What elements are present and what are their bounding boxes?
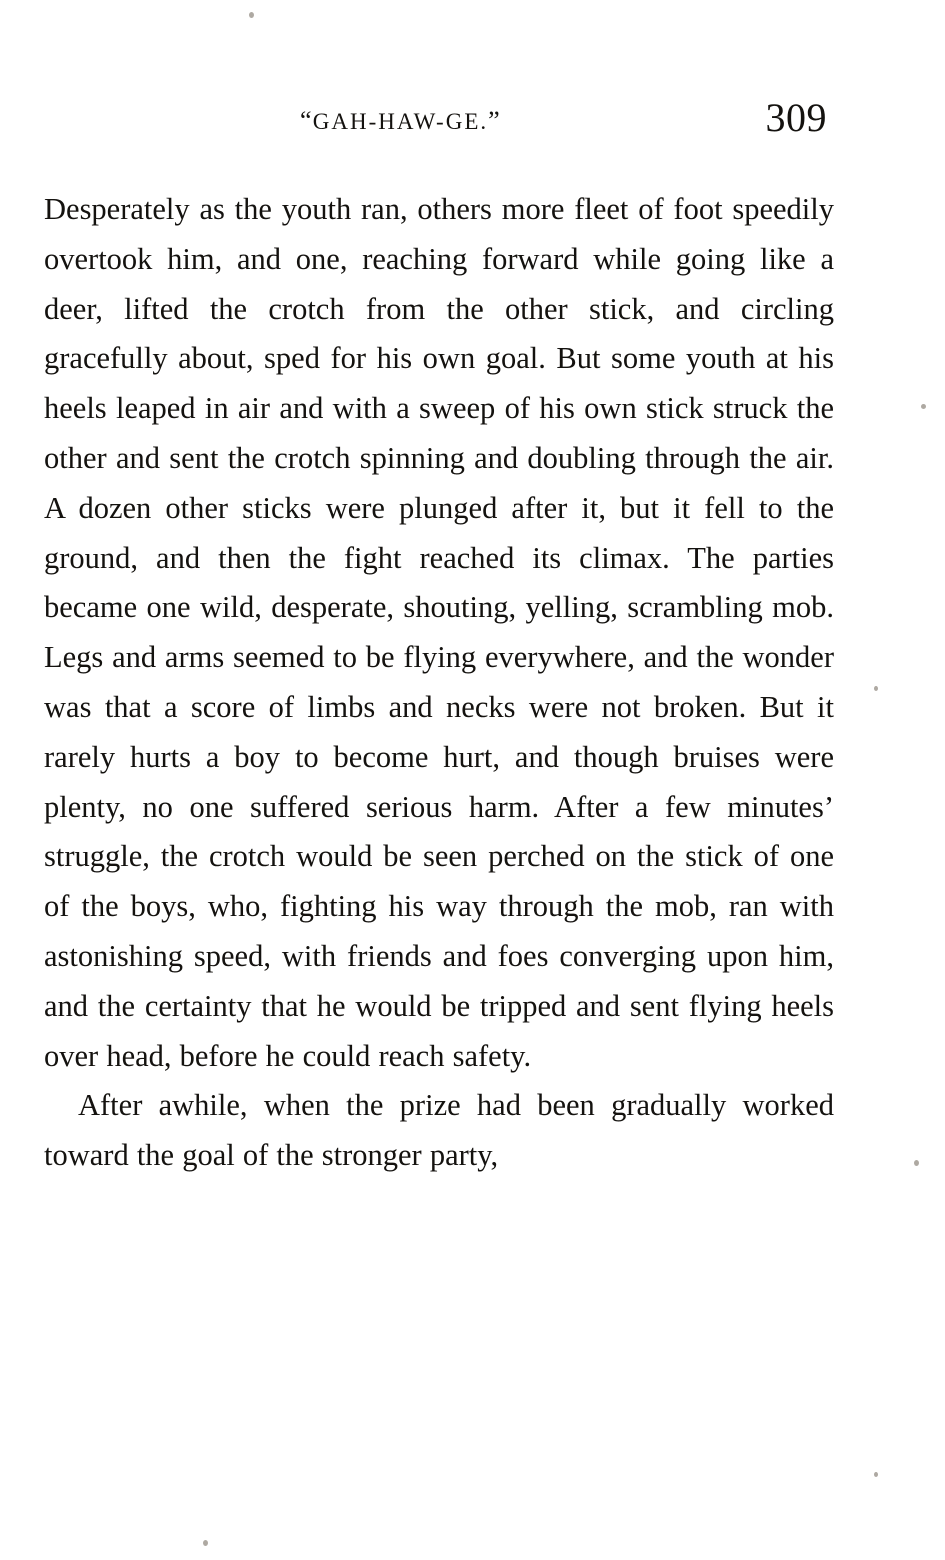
paragraph: After awhile, when the prize had been gradually worked toward the goal of the stronger party,: [44, 1088, 834, 1173]
scan-speck: [914, 1160, 919, 1166]
scan-speck: [249, 12, 254, 18]
scan-speck: [874, 1472, 878, 1477]
scan-speck: [921, 404, 926, 409]
running-head-close-quote: ”: [488, 106, 501, 135]
scan-speck: [874, 686, 878, 691]
running-head: [300, 106, 501, 136]
page-number: 309: [765, 95, 827, 140]
paragraph: Desperately as the youth ran, others more fleet of foot speedily overtook him, and one, reaching forward while going like a deer, lifted the crotch from the other stick, and circling gracefully about, sped for his own goal. But some youth at his heels leaped in air and with a sweep of his own stick struck the other and sent the crotch spinning and doubling through the air. A dozen other sticks were plunged after it, but it fell to the ground, and then the fight reached its climax. The parties became one wild, desperate, shouting, yelling, scrambling mob. Legs and arms seemed to be flying everywhere, and the wonder was that a score of limbs and necks were not broken. But it rarely hurts a boy to become hurt, and though bruises were plenty, no one suffered serious harm. After a few minutes’ struggle, the crotch would be seen perched on the stick of one of the boys, who, fighting his way through the mob, ran with astonishing speed, with friends and foes converging upon him, and the certainty that he would be tripped and sent flying heels over head, before he could reach safety.: [44, 192, 834, 1073]
running-head-title: GAH-HAW-GE.: [312, 109, 489, 134]
running-head-open-quote: “: [300, 106, 313, 135]
scan-speck: [203, 1540, 208, 1546]
page-body: [44, 185, 834, 1181]
page-header: [118, 95, 827, 148]
